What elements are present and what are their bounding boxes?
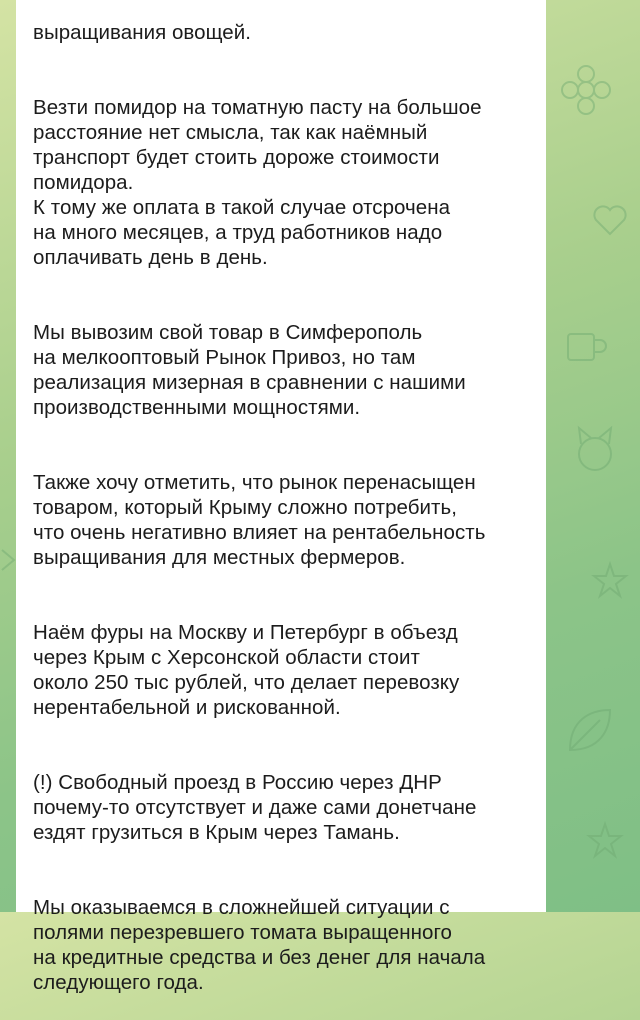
heart-doodle-icon (0, 540, 16, 580)
message-paragraph: (!) Свободный проезд в Россию через ДНР почему-то отсутствует и даже сами донетчане ездят грузиться в Крым через Тамань. (33, 771, 477, 844)
star-doodle-icon (585, 820, 625, 860)
leaf-doodle-icon (560, 700, 620, 760)
message-paragraph: выращивания овощей. (33, 21, 251, 44)
message-paragraph: Наём фуры на Москву и Петербург в объезд через Крым с Херсонской области стоит около 250 тыс рублей, что делает перевозку нерентабельной и рискованной. (33, 621, 460, 719)
star-doodle-icon (590, 560, 630, 600)
message-bubble[interactable] (16, 0, 546, 994)
message-paragraph: Мы вывозим свой товар в Симферополь на мелкооптовый Рынок Привоз, но там реализация мизерная в сравнении с нашими производственными мощностями. (33, 321, 466, 419)
message-text (33, 0, 546, 1020)
cat-doodle-icon (565, 420, 625, 480)
message-paragraph: Везти помидор на томатную пасту на большое расстояние нет смысла, так как наёмный транспорт будет стоить дороже стоимости помидора. К тому же оплата в такой случае отсрочена на много месяцев, а труд работников надо оплачивать день в день. (33, 96, 482, 269)
cup-doodle-icon (560, 320, 610, 370)
message-paragraph: Также хочу отметить, что рынок перенасыщен товаром, который Крыму сложно потребить, что очень негативно влияет на рентабельность выращивания для местных фермеров. (33, 471, 486, 569)
flower-doodle-icon (556, 60, 616, 120)
message-paragraph: Мы оказываемся в сложнейшей ситуации с полями перезревшего томата выращенного на кредитные средства и без денег для начала следующего года. (33, 896, 486, 994)
heart-doodle-icon (590, 200, 630, 240)
